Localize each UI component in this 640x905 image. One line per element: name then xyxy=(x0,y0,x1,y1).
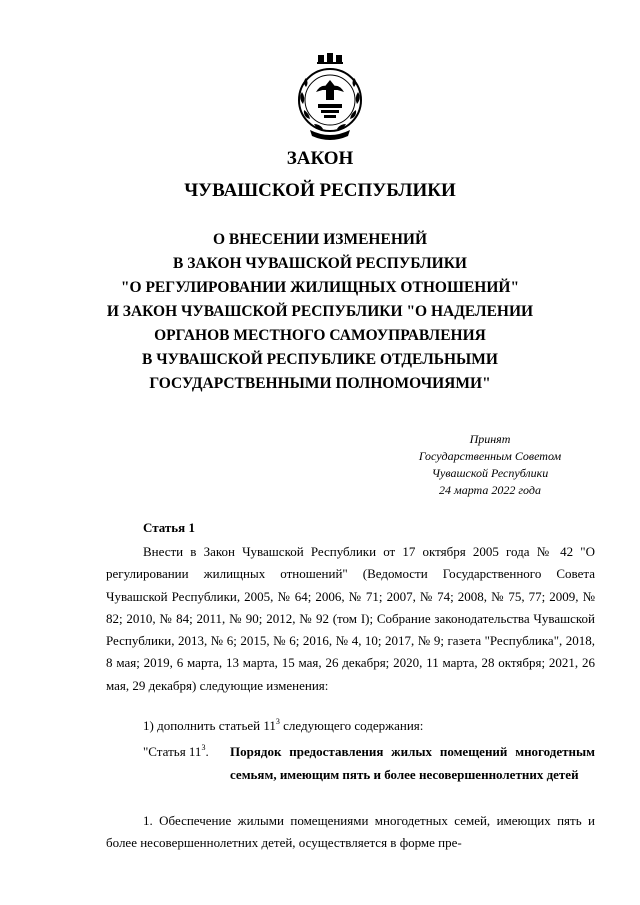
law-title-line: О ВНЕСЕНИИ ИЗМЕНЕНИЙ xyxy=(212,231,427,248)
law-title-line: ГОСУДАРСТВЕННЫМИ ПОЛНОМОЧИЯМИ" xyxy=(149,375,491,392)
adoption-date: 24 марта 2022 года xyxy=(439,483,541,497)
superscript: 3 xyxy=(201,743,206,752)
label-text: . xyxy=(205,744,209,759)
adoption-line: Чувашской Республики xyxy=(431,466,549,480)
article-heading: Статья 1 xyxy=(143,520,195,535)
amendment-item-1 xyxy=(143,718,423,734)
law-title-line: И ЗАКОН ЧУВАШСКОЙ РЕСПУБЛИКИ "О НАДЕЛЕНИИ xyxy=(106,303,534,320)
law-title-line: ОРГАНОВ МЕСТНОГО САМОУПРАВЛЕНИЯ xyxy=(154,327,486,344)
adoption-line: Принят xyxy=(469,432,511,446)
republic-heading: ЧУВАШСКОЙ РЕСПУБЛИКИ xyxy=(184,180,456,201)
new-article-label xyxy=(143,741,209,764)
item-text: 1) дополнить статьей 11 xyxy=(143,718,276,733)
label-text: "Статья 11 xyxy=(143,744,202,759)
law-title-line: В ЗАКОН ЧУВАШСКОЙ РЕСПУБЛИКИ xyxy=(173,255,467,272)
coat-of-arms-emblem xyxy=(296,52,364,140)
adoption-line: Государственным Советом xyxy=(418,449,562,463)
law-title-line: "О РЕГУЛИРОВАНИИ ЖИЛИЩНЫХ ОТНОШЕНИЙ" xyxy=(120,279,520,296)
item-text: следующего содержания: xyxy=(279,718,424,733)
law-title xyxy=(100,228,540,396)
law-heading: ЗАКОН xyxy=(286,148,354,169)
adoption-note xyxy=(390,431,590,499)
new-article-title: Порядок предоставления жилых помещений многодетным семьям, имеющим пять и более несовершеннолетних детей xyxy=(230,744,595,782)
law-title-line: В ЧУВАШСКОЙ РЕСПУБЛИКЕ ОТДЕЛЬНЫМИ xyxy=(142,351,498,368)
article-intro-paragraph: Внести в Закон Чувашской Республики от 17 октября 2005 года № 42 "О регулировании жилищных отношений" (Ведомости Государственного Совета Чувашской Республики, 2005, № 64; 2006, № 71; 2007, № 74; 2008, № 75, 77; 2009, № 82; 2010, № 84; 2011, № 90; 2012, № 92 (том I); Собрание законодательства Чувашской Республики, 2013, № 6; 2015, № 6; 2016, № 4, 10; 2017, № 9; газета "Республика", 2018, 8 мая; 2019, 6 марта, 13 марта, 15 мая, 26 декабря; 2020, 11 марта, 28 октября; 2021, 26 мая, 29 декабря) следующие изменения: xyxy=(106,544,595,693)
superscript: 3 xyxy=(275,717,280,726)
point-1-paragraph: 1. Обеспечение жилыми помещениями многодетных семей, имеющих пять и более несовершеннолетних детей, осуществляется в форме пре- xyxy=(106,813,595,851)
